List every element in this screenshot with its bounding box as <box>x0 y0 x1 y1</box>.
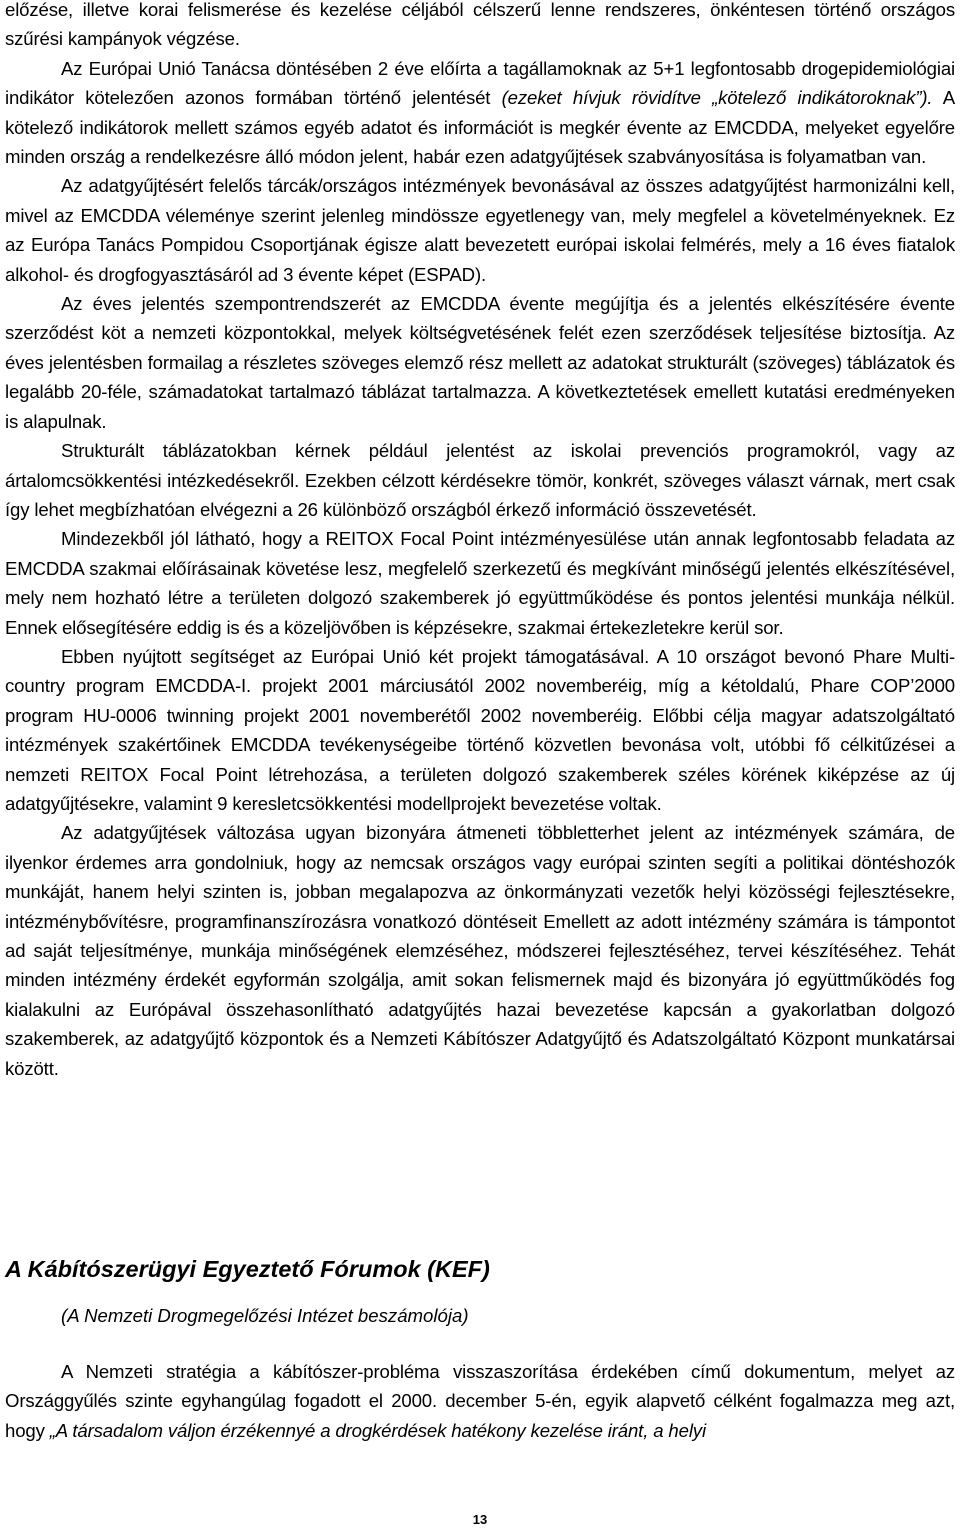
paragraph-2-text-a: Az Európai Unió Tanácsa döntésében 2 éve előírta a tagállamoknak az 5+1 legfontosabb drogepidemiológiai indikátor kötelezően azonos formában történő jelentését <box>5 57 955 109</box>
paragraph-6-text: Mindezekből jól látható, hogy a REITOX Focal Point intézményesülése után annak legfontosabb feladata az EMCDDA szakmai előírásainak követése lesz, megfelelő szerkezetű és megkívánt minőségű jelentés elkészítésével, mely nem hozható létre a területen dolgozó szakemberek jó együttműködése és pontos jelentési munkája nélkül. Ennek elősegítésére eddig is és a közeljövőben is képzésekre, szakmai értekezletekre kerül sor. <box>5 528 955 638</box>
paragraph-5 <box>5 436 955 524</box>
section-paragraph <box>5 1357 955 1445</box>
paragraph-6 <box>5 524 955 642</box>
paragraph-8 <box>5 818 955 1083</box>
paragraph-1-text: előzése, illetve korai felismerése és kezelése céljából célszerű lenne rendszeres, önkéntesen történő országos szűrési kampányok végzése. <box>5 0 955 50</box>
section-subheading: (A Nemzeti Drogmegelőzési Intézet beszámolója) <box>61 1305 469 1326</box>
paragraph-3-text: Az adatgyűjtésért felelős tárcák/országos intézmények bevonásával az összes adatgyűjtést harmonizálni kell, mivel az EMCDDA véleménye szerint jelenleg mindössze egyetlenegy van, mely megfelel a követelményeknek. Ez az Európa Tanács Pompidou Csoportjának égisze alatt bevezetett európai iskolai felmérés, mely a 16 éves fiatalok alkohol- és drogfogyasztásáról ad 3 évente képet (ESPAD). <box>5 175 955 285</box>
paragraph-5-text: Strukturált táblázatokban kérnek például jelentést az iskolai prevenciós programokról, vagy az ártalomcsökkentési intézkedésekről. Ezekben célzott kérdésekre tömör, konkrét, szöveges választ várnak, mert csak így lehet megbízhatóan elvégezni a 26 különböző országból érkező információ összevetését. <box>5 440 955 520</box>
paragraph-8-text: Az adatgyűjtések változása ugyan bizonyára átmeneti többletterhet jelent az intézmények számára, de ilyenkor érdemes arra gondolniuk, hogy az nemcsak országos vagy európai szinten segíti a politikai döntéshozók munkáját, hanem helyi szinten is, jobban megalapozva az önkormányzati vezetők helyi közösségi fejlesztésekre, intézménybővítésre, programfinanszírozásra vonatkozó döntéseit Emellett az adott intézmény számára is támpontot ad saját teljesítménye, munkája minőségének elemzéséhez, módszerei fejlesztéséhez, tervei készítéséhez. Tehát minden intézmény érdekét egyformán szolgálja, amit sokan felismernek majd és bizonyára jó együttműködés fog kialakulni az Európával összehasonlítható adatgyűjtés hazai bevezetése kapcsán a gyakorlatban dolgozó szakemberek, az adatgyűjtő központok és a Nemzeti Kábítószer Adatgyűjtő és Adatszolgáltató Központ munkatársai között. <box>5 822 955 1079</box>
paragraph-3 <box>5 171 955 289</box>
paragraph-1 <box>5 0 955 54</box>
paragraph-7 <box>5 642 955 818</box>
body-text <box>5 0 955 1083</box>
paragraph-2-text-b: A kötelező indikátorok mellett számos egyéb adatot és információt is megkér évente az EMCDDA, melyeket egyelőre minden ország a rendelkezésre álló módon jelent, habár ezen adatgyűjtések szabványosítása is folyamatban van. <box>5 87 955 168</box>
section-paragraph-text: A Nemzeti stratégia a kábítószer-probléma visszaszorítása érdekében című dokumentum, melyet az Országgyűlés szinte egyhangúlag fogadott el 2000. december 5-én, egyik alapvető célként fogalmazza meg azt, hogy <box>5 1361 955 1441</box>
paragraph-2 <box>5 54 955 172</box>
paragraph-4-text: Az éves jelentés szempontrendszerét az EMCDDA évente megújítja és a jelentés elkészítésére évente szerződést köt a nemzeti központokkal, melyek költségvetésének felét ezen szerződések teljesítése biztosítja. Az éves jelentésben formailag a részletes szöveges elemző rész mellett az adatokat strukturált (szöveges) táblázatok és legalább 20-féle, számadatokat tartalmazó táblázat tartalmazza. A következtetések emellett kutatási eredményeken is alapulnak. <box>5 293 955 432</box>
paragraph-7-text: Ebben nyújtott segítséget az Európai Unió két projekt támogatásával. A 10 országot bevonó Phare Multi-country program EMCDDA-I. projekt 2001 márciusától 2002 novemberéig, míg a kétoldalú, Phare COP’2000 program HU-0006 twinning projekt 2001 novemberétől 2002 novemberéig. Előbbi célja magyar adatszolgáltató intézmények szakértőinek EMCDDA tevékenységeibe történő közvetlen bevonása volt, utóbbi fő célkitűzései a nemzeti REITOX Focal Point létrehozása, a területen dolgozó szakemberek széles körének kiképzése az új adatgyűjtésekre, valamint 9 keresletcsökkentési modellprojekt bevezetése voltak. <box>5 645 955 814</box>
page-number: 13 <box>472 1512 488 1527</box>
section-paragraph-italic: „A társadalom váljon érzékennyé a drogkérdések hatékony kezelése iránt, a helyi <box>49 1419 706 1441</box>
paragraph-4 <box>5 289 955 436</box>
section-heading: A Kábítószerügyi Egyeztető Fórumok (KEF) <box>5 1256 490 1282</box>
paragraph-2-italic: (ezeket hívjuk rövidítve „kötelező indikátoroknak”). <box>501 87 933 109</box>
